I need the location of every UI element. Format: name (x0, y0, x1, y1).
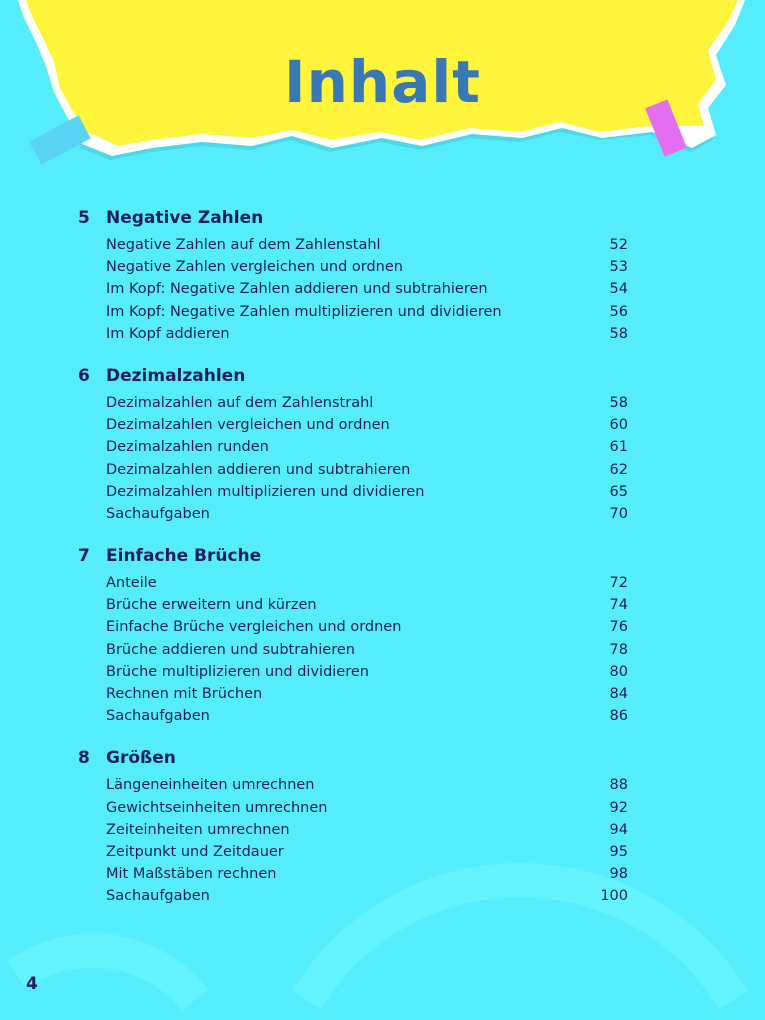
toc-entry (78, 278, 628, 300)
toc-entry (78, 705, 628, 727)
entry-page: 62 (609, 461, 628, 478)
entry-page: 52 (609, 237, 628, 253)
toc-entry (78, 639, 628, 661)
toc-entry (78, 323, 628, 345)
chapter-section (78, 207, 628, 345)
toc-entry (78, 256, 628, 278)
entry-label: Negative Zahlen vergleichen und ordnen (106, 259, 403, 276)
entry-label: Dezimalzahlen runden (106, 439, 269, 456)
entry-page: 84 (609, 686, 628, 702)
toc-entry (78, 503, 628, 525)
entry-label: Zeitpunkt und Zeitdauer (106, 843, 284, 860)
entry-label: Mit Maßstäben rechnen (106, 866, 277, 883)
entry-page: 80 (609, 663, 628, 680)
entry-page: 56 (609, 303, 628, 320)
chapter-section (78, 365, 628, 525)
entry-label: Brüche addieren und subtrahieren (106, 641, 355, 658)
chapter-number: 6 (78, 365, 90, 386)
entry-page: 76 (609, 619, 628, 636)
entry-label: Sachaufgaben (106, 708, 210, 725)
entry-page: 94 (609, 821, 628, 838)
entry-label: Zeiteinheiten umrechnen (106, 821, 290, 838)
entry-label: Negative Zahlen auf dem Zahlenstahl (106, 237, 381, 253)
entry-label: Dezimalzahlen auf dem Zahlenstrahl (106, 394, 374, 411)
toc-entry (78, 683, 628, 705)
entry-label: Im Kopf addieren (106, 325, 230, 342)
entry-label: Brüche multiplizieren und dividieren (106, 663, 369, 680)
entry-page: 70 (609, 505, 628, 522)
toc-entry (78, 885, 628, 907)
entry-label: Brüche erweitern und kürzen (106, 597, 317, 614)
chapter-number: 8 (78, 748, 90, 769)
entry-page: 54 (609, 281, 628, 298)
entry-page: 53 (609, 259, 628, 276)
entry-page: 78 (609, 641, 628, 658)
toc-entry (78, 234, 628, 256)
entry-label: Sachaufgaben (106, 505, 210, 522)
entry-label: Dezimalzahlen vergleichen und ordnen (106, 417, 390, 434)
decorative-arc (17, 951, 195, 1000)
entry-label: Dezimalzahlen addieren und subtrahieren (106, 461, 411, 478)
chapter-section (78, 747, 628, 907)
chapter-heading (78, 365, 628, 392)
entry-label: Längeneinheiten umrechnen (106, 777, 315, 794)
entry-label: Dezimalzahlen multiplizieren und dividieren (106, 483, 425, 500)
entry-page: 88 (609, 777, 628, 794)
chapter-title: Größen (106, 748, 176, 769)
chapter-title: Einfache Brüche (106, 546, 262, 567)
chapter-heading (78, 747, 628, 774)
entry-label: Sachaufgaben (106, 888, 210, 905)
toc-entry (78, 459, 628, 481)
toc-entry (78, 819, 628, 841)
chapter-section (78, 545, 628, 727)
entry-label: Anteile (106, 575, 157, 592)
entry-page: 86 (609, 708, 628, 725)
entry-page: 58 (609, 325, 628, 342)
entry-page: 92 (609, 799, 628, 816)
toc-entry (78, 392, 628, 414)
toc-entry (78, 301, 628, 323)
tape-left (29, 115, 91, 164)
entry-label: Gewichtseinheiten umrechnen (106, 799, 328, 816)
toc-entry (78, 594, 628, 616)
page-number: 4 (26, 974, 38, 994)
toc-entry (78, 616, 628, 638)
chapter-title: Dezimalzahlen (106, 365, 246, 386)
entry-label: Im Kopf: Negative Zahlen addieren und subtrahieren (106, 281, 488, 298)
toc-entry (78, 481, 628, 503)
entry-page: 72 (609, 575, 628, 592)
toc-entry (78, 774, 628, 796)
entry-page: 65 (609, 483, 628, 500)
chapter-number: 7 (78, 546, 90, 567)
chapter-heading (78, 207, 628, 234)
table-of-contents (78, 207, 628, 928)
toc-entry (78, 661, 628, 683)
chapter-title: Negative Zahlen (106, 208, 264, 228)
page-title: Inhalt (284, 48, 481, 116)
entry-page: 58 (609, 394, 628, 411)
entry-label: Rechnen mit Brüchen (106, 686, 263, 702)
entry-label: Im Kopf: Negative Zahlen multiplizieren und dividieren (106, 303, 502, 320)
entry-page: 61 (609, 439, 628, 456)
chapter-number: 5 (78, 208, 90, 228)
toc-entry (78, 572, 628, 594)
entry-page: 98 (609, 866, 628, 883)
entry-page: 60 (609, 417, 628, 434)
toc-entry (78, 797, 628, 819)
entry-page: 74 (609, 597, 628, 614)
entry-label: Einfache Brüche vergleichen und ordnen (106, 619, 402, 636)
toc-entry (78, 863, 628, 885)
toc-entry (78, 414, 628, 436)
chapter-heading (78, 545, 628, 572)
toc-entry (78, 436, 628, 458)
entry-page: 95 (609, 843, 628, 860)
entry-page: 100 (600, 888, 628, 905)
toc-entry (78, 841, 628, 863)
